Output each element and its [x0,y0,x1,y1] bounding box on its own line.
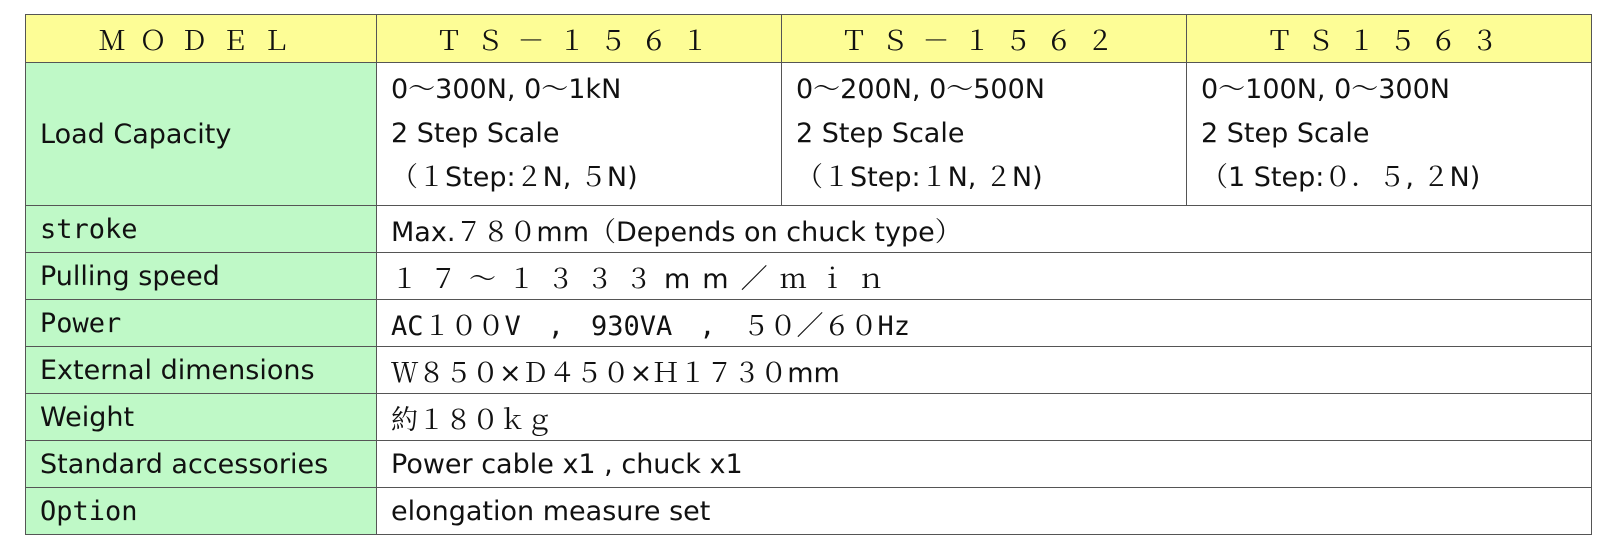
weight-value: 約１８０ｋｇ [377,394,1592,441]
model-header: ＭＯＤＥＬ [26,15,377,63]
step-text: （1 Step:０．５, ２N) [1201,162,1481,193]
option-label: Option [26,488,377,535]
scale-text: 2 Step Scale [1201,118,1370,149]
stroke-value: Max.７８０mm（Depends on chuck type） [377,206,1592,253]
load-capacity-ts1561 [377,63,782,206]
pulling-speed-label: Pulling speed [26,253,377,300]
range-text: 0～200N, 0～500N [796,74,1045,105]
power-label: Power [26,300,377,347]
pulling-speed-row [26,253,1592,300]
external-dimensions-label: External dimensions [26,347,377,394]
step-text: （１Step:１N, ２N) [796,162,1043,193]
scale-text: 2 Step Scale [391,118,560,149]
stroke-row [26,206,1592,253]
step-text: （１Step:２N, ５N) [391,162,638,193]
load-capacity-ts1563 [1187,63,1592,206]
standard-accessories-value: Power cable x1 , chuck x1 [377,441,1592,488]
model-ts1563-header: ＴＳ１５６３ [1187,15,1592,63]
model-ts1562-header: ＴＳ－１５６２ [782,15,1187,63]
option-row [26,488,1592,535]
stroke-label: stroke [26,206,377,253]
power-value: AC１００V , 930VA , ５０／６０Hz [377,300,1592,347]
spec-table [25,14,1592,535]
scale-text: 2 Step Scale [796,118,965,149]
external-dimensions-value: Ｗ８５０×Ｄ４５０×Ｈ１７３０mm [377,347,1592,394]
standard-accessories-label: Standard accessories [26,441,377,488]
weight-label: Weight [26,394,377,441]
load-capacity-label: Load Capacity [26,63,377,206]
weight-row [26,394,1592,441]
standard-accessories-row [26,441,1592,488]
pulling-speed-value: １７～１３３３mm／ｍｉｎ [377,253,1592,300]
option-value: elongation measure set [377,488,1592,535]
range-text: 0～100N, 0～300N [1201,74,1450,105]
header-row [26,15,1592,63]
load-capacity-row [26,63,1592,206]
power-row [26,300,1592,347]
range-text: 0～300N, 0～1kN [391,74,622,105]
model-ts1561-header: ＴＳ－１５６１ [377,15,782,63]
load-capacity-ts1562 [782,63,1187,206]
external-dimensions-row [26,347,1592,394]
